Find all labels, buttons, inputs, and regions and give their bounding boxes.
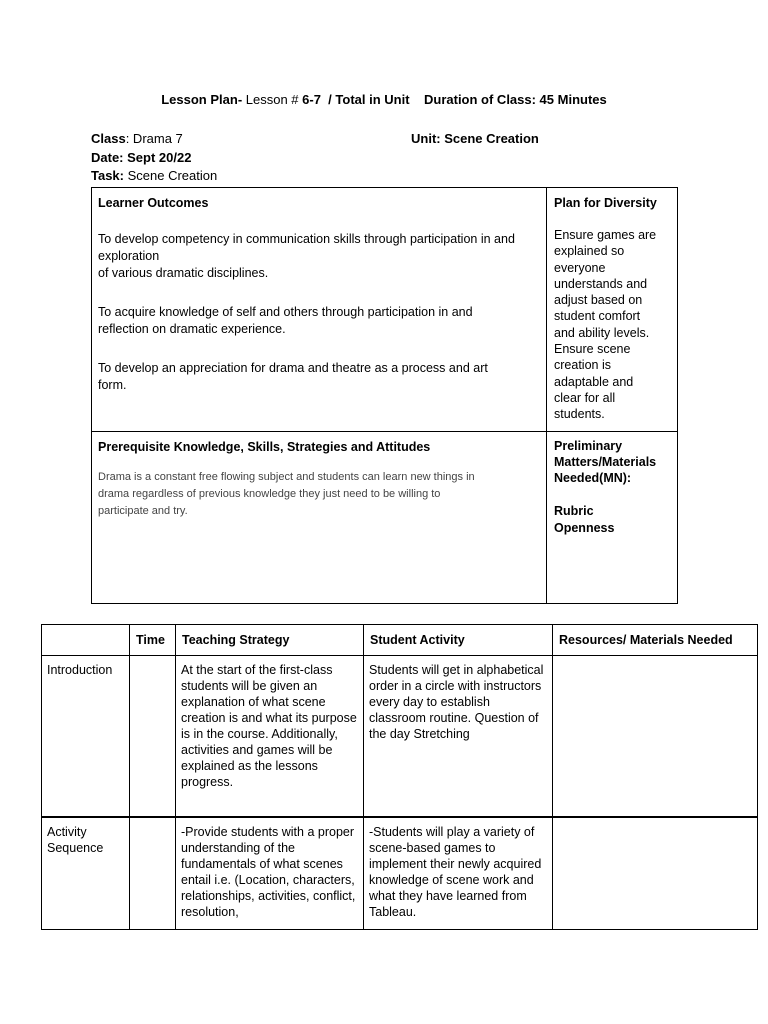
diversity-line: everyone [554,260,606,275]
header-teaching-strategy: Teaching Strategy [176,625,364,656]
diversity-line: explained so [554,244,625,259]
resources-cell [553,656,758,817]
table-divider-vertical [546,188,547,603]
resources-cell [553,817,758,930]
outcome-line: form. [98,378,127,392]
diversity-line: clear for all [554,390,616,405]
task-label: Task: [91,168,124,183]
unit-label: Unit: Scene Creation [411,131,539,146]
prerequisite-line: participate and try. [98,505,188,517]
outcomes-table [91,187,678,604]
lesson-number: 6-7 [302,92,321,107]
diversity-line: understands and [554,276,648,291]
preliminary-heading-line: Matters/Materials [554,455,657,469]
header-time: Time [130,625,176,656]
header-phase [42,625,130,656]
plan-for-diversity-heading: Plan for Diversity [554,196,657,210]
class-line [91,131,183,146]
strategy-cell: At the start of the first-class students will be given an explanation of what scene creation is and what its purpose is in the course. Additionally, activities and games will be explained as the lessons progress. [176,656,364,817]
preliminary-item: Openness [554,521,615,535]
total-in-unit: / Total in Unit [320,92,410,107]
prerequisite-line: Drama is a constant free flowing subject and students can learn new things in [98,471,475,483]
class-value: : Drama 7 [125,131,183,146]
learner-outcomes-heading: Learner Outcomes [98,196,209,210]
prerequisite-heading: Prerequisite Knowledge, Skills, Strategies and Attitudes [98,440,431,454]
outcome-line: reflection on dramatic experience. [98,322,286,336]
time-cell [130,817,176,930]
table-row [42,656,758,817]
diversity-line: Ensure games are [554,228,657,242]
lesson-number-label: Lesson # [242,92,303,107]
preliminary-items [554,503,614,537]
lesson-plan-label: Lesson Plan- [161,92,243,107]
outcome-1 [98,231,538,282]
preliminary-heading [554,438,656,486]
date-label: Date: Sept 20/22 [91,150,192,165]
outcome-line: To acquire knowledge of self and others through participation in and [98,305,473,319]
class-label: Class [91,131,126,146]
outcome-line: To develop competency in communication skills through participation in and exploration [98,232,515,263]
outcome-3 [98,360,538,394]
duration: Duration of Class: 45 Minutes [409,92,607,107]
diversity-line: adaptable and [554,374,634,389]
prerequisite-line: drama regardless of previous knowledge they just need to be willing to [98,488,441,500]
lesson-header [0,92,768,107]
time-cell [130,656,176,817]
table-divider-horizontal [92,431,677,432]
diversity-line: Ensure scene [554,342,631,357]
header-resources: Resources/ Materials Needed [553,625,758,656]
header-student-activity: Student Activity [364,625,553,656]
diversity-line: and ability levels. [554,325,650,340]
table-row [42,817,758,930]
task-value: Scene Creation [124,168,218,183]
activity-cell: Students will get in alphabetical order in a circle with instructors every day to establish classroom routine. Question of the day Stretching [364,656,553,817]
outcome-line: To develop an appreciation for drama and theatre as a process and art [98,361,488,375]
schedule-header-row [42,625,758,656]
outcome-line: of various dramatic disciplines. [98,266,269,280]
preliminary-item: Rubric [554,504,594,518]
diversity-line: students. [554,407,605,422]
diversity-line: student comfort [554,309,641,324]
preliminary-heading-line: Preliminary [554,439,623,453]
phase-cell: Introduction [42,656,130,817]
diversity-line: creation is [554,358,611,373]
diversity-line: adjust based on [554,293,643,308]
task-line [91,168,217,183]
outcome-2 [98,304,538,338]
diversity-text [554,227,656,423]
strategy-cell: -Provide students with a proper understanding of the fundamentals of what scenes entail i.e. (Location, characters, relationships, activities, conflict, resolution, [176,817,364,930]
preliminary-heading-line: Needed(MN): [554,471,632,485]
schedule-table [41,624,758,930]
activity-cell: -Students will play a variety of scene-based games to implement their newly acquired knowledge of scene work and what they have learned from Tableau. [364,817,553,930]
prerequisite-text [98,469,538,520]
phase-cell: Activity Sequence [42,817,130,930]
